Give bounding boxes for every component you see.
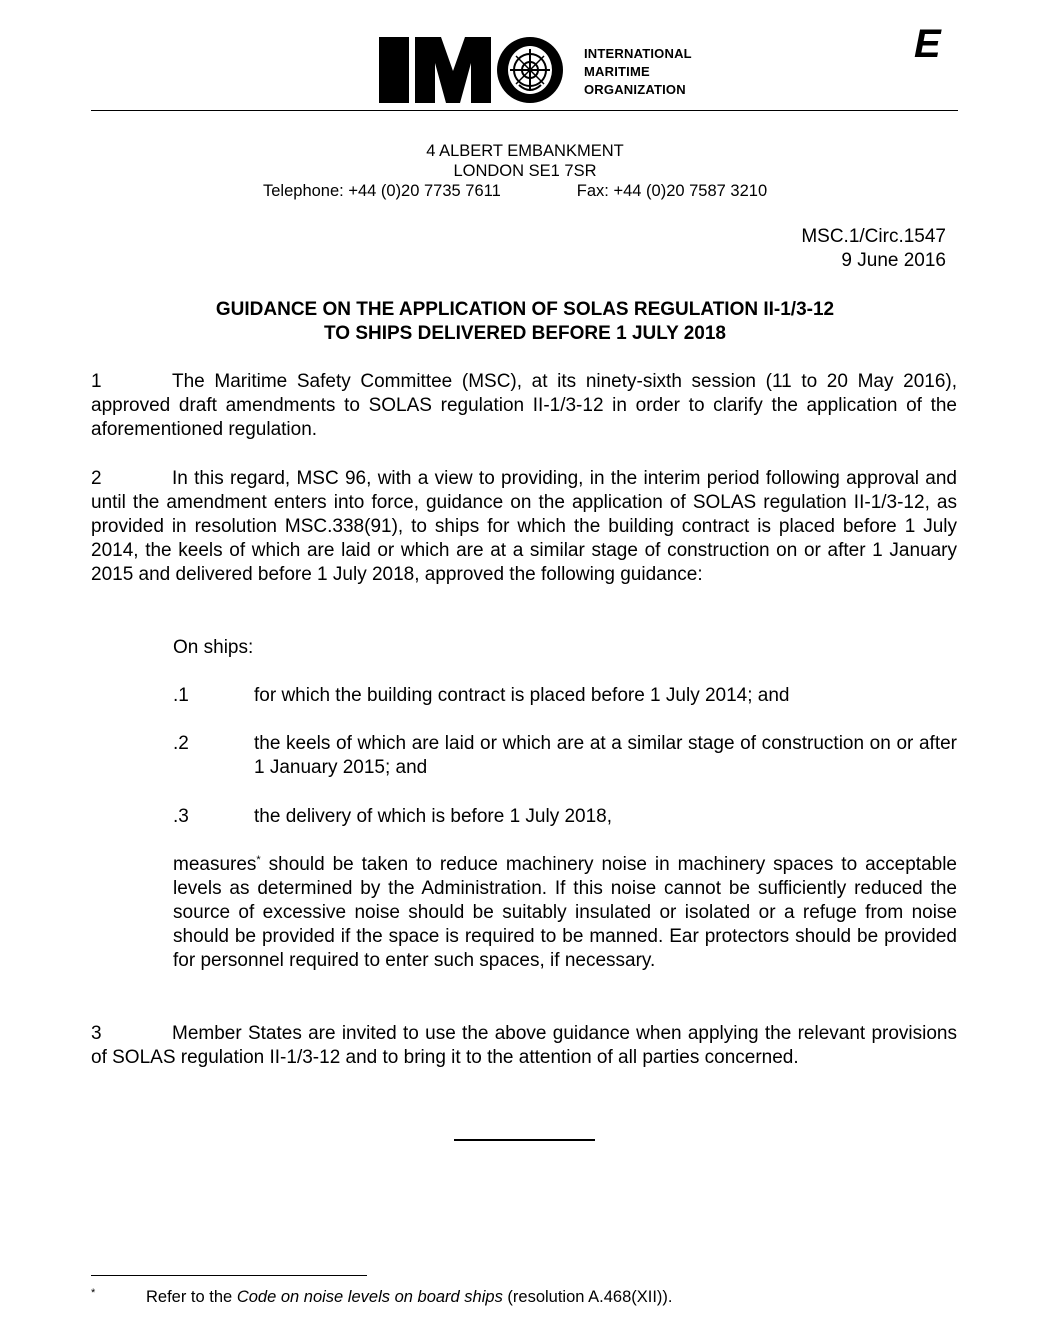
footnote-reference[interactable]: * [256, 854, 261, 866]
document-symbol: MSC.1/Circ.1547 [801, 226, 946, 247]
org-line-1: INTERNATIONAL [584, 46, 692, 61]
title-line-1: GUIDANCE ON THE APPLICATION OF SOLAS REGULATION II-1/3-12 [215, 299, 835, 320]
address-line-1: 4 ALBERT EMBANKMENT [426, 142, 624, 160]
guidance-item [173, 684, 957, 708]
telephone: Telephone: +44 (0)20 7735 7611 [263, 182, 501, 200]
measures-word: measures [173, 854, 257, 875]
organization-name [584, 45, 692, 99]
paragraph-text: The Maritime Safety Committee (MSC), at its ninety-sixth session (11 to 20 May 2016), approved draft amendments to SOLAS regulation II-1/3-12 in order to clarify the application of the aforementioned regulation. [91, 371, 957, 440]
contact-line [263, 181, 767, 201]
footnote-text [146, 1288, 673, 1306]
paragraph-number: 1 [91, 371, 102, 392]
paragraph-number: 2 [91, 468, 102, 489]
paragraph-2 [91, 467, 957, 587]
org-line-2: MARITIME [584, 64, 650, 79]
fax: Fax: +44 (0)20 7587 3210 [576, 182, 768, 200]
document-date: 9 June 2016 [841, 250, 946, 271]
measures-text: should be taken to reduce machinery noise in machinery spaces to acceptable levels as determined by the Administration. If this noise cannot be sufficiently reduced the source of excessive noise should be suitably insulated or isolated or a refuge from noise should be provided if the space is required to be manned. Ear protectors should be provided for personnel required to enter such spaces, if necessary. [173, 854, 957, 971]
paragraph-number: 3 [91, 1023, 102, 1044]
language-code: E [914, 22, 941, 66]
item-index: .2 [173, 733, 189, 754]
address-block [0, 141, 1050, 181]
paragraph-text: In this regard, MSC 96, with a view to providing, in the interim period following approval and until the amendment enters into force, guidance on the application of SOLAS regulation II-1/3-12, as provided in resolution MSC.338(91), to ships for which the building contract is placed before 1 July 2014, the keels of which are laid or which are at a similar stage of construction on or after 1 January 2015 and delivered before 1 July 2018, approved the following guidance: [91, 468, 957, 585]
paragraph-text: Member States are invited to use the above guidance when applying the relevant provisions of SOLAS regulation II-1/3-12 and to bring it to the attention of all parties concerned. [91, 1023, 957, 1068]
item-index: .1 [173, 685, 189, 706]
document-reference [801, 225, 946, 273]
footnote [91, 1287, 673, 1307]
closing-rule [454, 1139, 595, 1141]
title-line-2: TO SHIPS DELIVERED BEFORE 1 JULY 2018 [324, 323, 726, 344]
footnote-separator [91, 1275, 367, 1276]
guidance-item [173, 732, 957, 780]
imo-logo [379, 37, 564, 103]
item-index: .3 [173, 806, 189, 827]
footnote-suffix: (resolution A.468(XII)). [502, 1288, 673, 1306]
item-text: for which the building contract is placed before 1 July 2014; and [254, 685, 790, 706]
footnote-mark: * [91, 1287, 96, 1299]
guidance-item [173, 805, 957, 829]
document-title [0, 298, 1050, 346]
guidance-intro: On ships: [173, 637, 254, 658]
item-text: the keels of which are laid or which are at a similar stage of construction on or after 1 January 2015; and [254, 733, 957, 778]
item-text: the delivery of which is before 1 July 2018, [254, 806, 613, 827]
paragraph-1 [91, 370, 957, 442]
measures-paragraph [173, 853, 957, 973]
org-line-3: ORGANIZATION [584, 82, 686, 97]
footnote-prefix: Refer to the [146, 1288, 237, 1306]
header-rule [91, 110, 958, 111]
footnote-code-title: Code on noise levels on board ships [236, 1288, 503, 1306]
address-line-2: LONDON SE1 7SR [453, 162, 597, 180]
paragraph-3 [91, 1022, 957, 1070]
